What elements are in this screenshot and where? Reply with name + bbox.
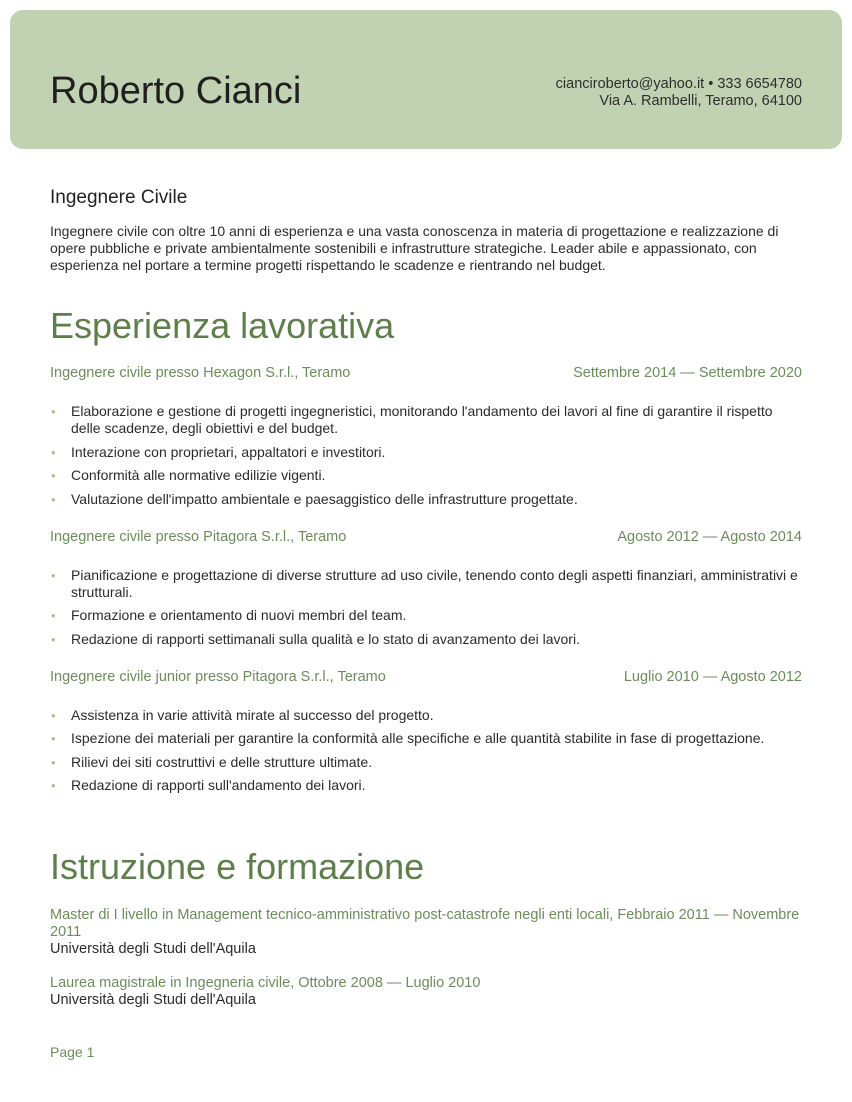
job-duties <box>50 707 802 795</box>
profile-summary: Ingegnere civile con oltre 10 anni di esperienza e una vasta conoscenza in materia di progettazione e realizzazione di opere pubbliche e private ambientalmente sostenibili e infrastrutture strategiche. Leader abile e appassionato, con esperienza nel portare a termine progetti rispettando le scadenze e rientrando nel budget. <box>50 223 779 273</box>
bullet-icon: • <box>51 731 56 746</box>
experience-heading: Esperienza lavorativa <box>50 305 395 346</box>
job-role: Ingegnere civile presso Hexagon S.r.l., Teramo <box>50 365 351 381</box>
candidate-name: Roberto Cianci <box>50 70 302 112</box>
education-heading: Istruzione e formazione <box>50 846 425 887</box>
job-header <box>50 529 802 546</box>
bullet-icon: • <box>51 778 56 793</box>
bullet-icon: • <box>51 631 56 647</box>
duty-item: • Conformità alle normative edilizie vigenti. <box>51 467 326 483</box>
contact-info <box>556 76 802 110</box>
bullet-icon: • <box>51 444 56 460</box>
duty-item: • Interazione con proprietari, appaltatori e investitori. <box>51 443 386 460</box>
page-number: Page 1 <box>50 1044 95 1060</box>
duty-item: • Formazione e orientamento di nuovi membri del team. <box>51 607 407 623</box>
contact-address: Via A. Rambelli, Teramo, 64100 <box>599 93 802 109</box>
duty-item: • Redazione di rapporti sull'andamento dei lavori. <box>51 777 366 793</box>
job-duties <box>50 567 802 648</box>
contact-email-phone: cianciroberto@yahoo.it • 333 6654780 <box>555 76 802 92</box>
duty-item: • Elaborazione e gestione di progetti ingegneristici, monitorando l'andamento dei lavori al fine di garantire il rispetto delle scadenze, degli obiettivi e del budget. <box>51 403 773 436</box>
job-header <box>50 669 802 686</box>
education-school: Università degli Studi dell'Aquila <box>50 941 256 957</box>
bullet-icon: • <box>51 491 56 507</box>
duty-item: • Redazione di rapporti settimanali sulla qualità e lo stato di avanzamento dei lavori. <box>51 630 580 647</box>
bullet-icon: • <box>51 468 56 483</box>
job-dates: Agosto 2012 — Agosto 2014 <box>617 528 802 545</box>
job-dates: Luglio 2010 — Agosto 2012 <box>623 668 802 685</box>
job-header <box>50 365 802 382</box>
job-role: Ingegnere civile presso Pitagora S.r.l., Teramo <box>50 528 347 545</box>
education-title: Master di I livello in Management tecnico-amministrativo post-catastrofe negli enti locali, Febbraio 2011 — Novembre 2011 <box>50 907 800 940</box>
bullet-icon: • <box>51 754 56 770</box>
education-entry <box>50 975 802 1009</box>
bullet-icon: • <box>51 707 56 723</box>
duty-item: • Rilievi dei siti costruttivi e delle strutture ultimate. <box>51 753 373 770</box>
job-entry <box>50 529 802 648</box>
bullet-icon: • <box>51 567 56 583</box>
education-title: Laurea magistrale in Ingegneria civile, Ottobre 2008 — Luglio 2010 <box>50 975 481 991</box>
job-role: Ingegnere civile junior presso Pitagora S.r.l., Teramo <box>50 668 386 685</box>
education-entry <box>50 907 802 958</box>
bullet-icon: • <box>51 608 56 623</box>
job-duties <box>50 403 802 508</box>
header-banner <box>10 10 842 149</box>
bullet-icon: • <box>51 404 56 419</box>
job-entry <box>50 669 802 795</box>
duty-item: • Assistenza in varie attività mirate al successo del progetto. <box>51 706 434 723</box>
education-school: Università degli Studi dell'Aquila <box>50 992 256 1008</box>
duty-item: • Valutazione dell'impatto ambientale e paesaggistico delle infrastrutture progettate. <box>51 490 578 507</box>
resume-body <box>50 185 802 1009</box>
job-entry <box>50 365 802 508</box>
duty-item: • Ispezione dei materiali per garantire la conformità alle specifiche e alle quantità stabilite in fase di progettazione. <box>51 730 765 746</box>
profile-title: Ingegnere Civile <box>50 187 188 208</box>
duty-item: • Pianificazione e progettazione di diverse strutture ad uso civile, tenendo conto degli aspetti finanziari, amministrativi e strutturali. <box>51 566 798 600</box>
job-dates: Settembre 2014 — Settembre 2020 <box>573 365 802 381</box>
